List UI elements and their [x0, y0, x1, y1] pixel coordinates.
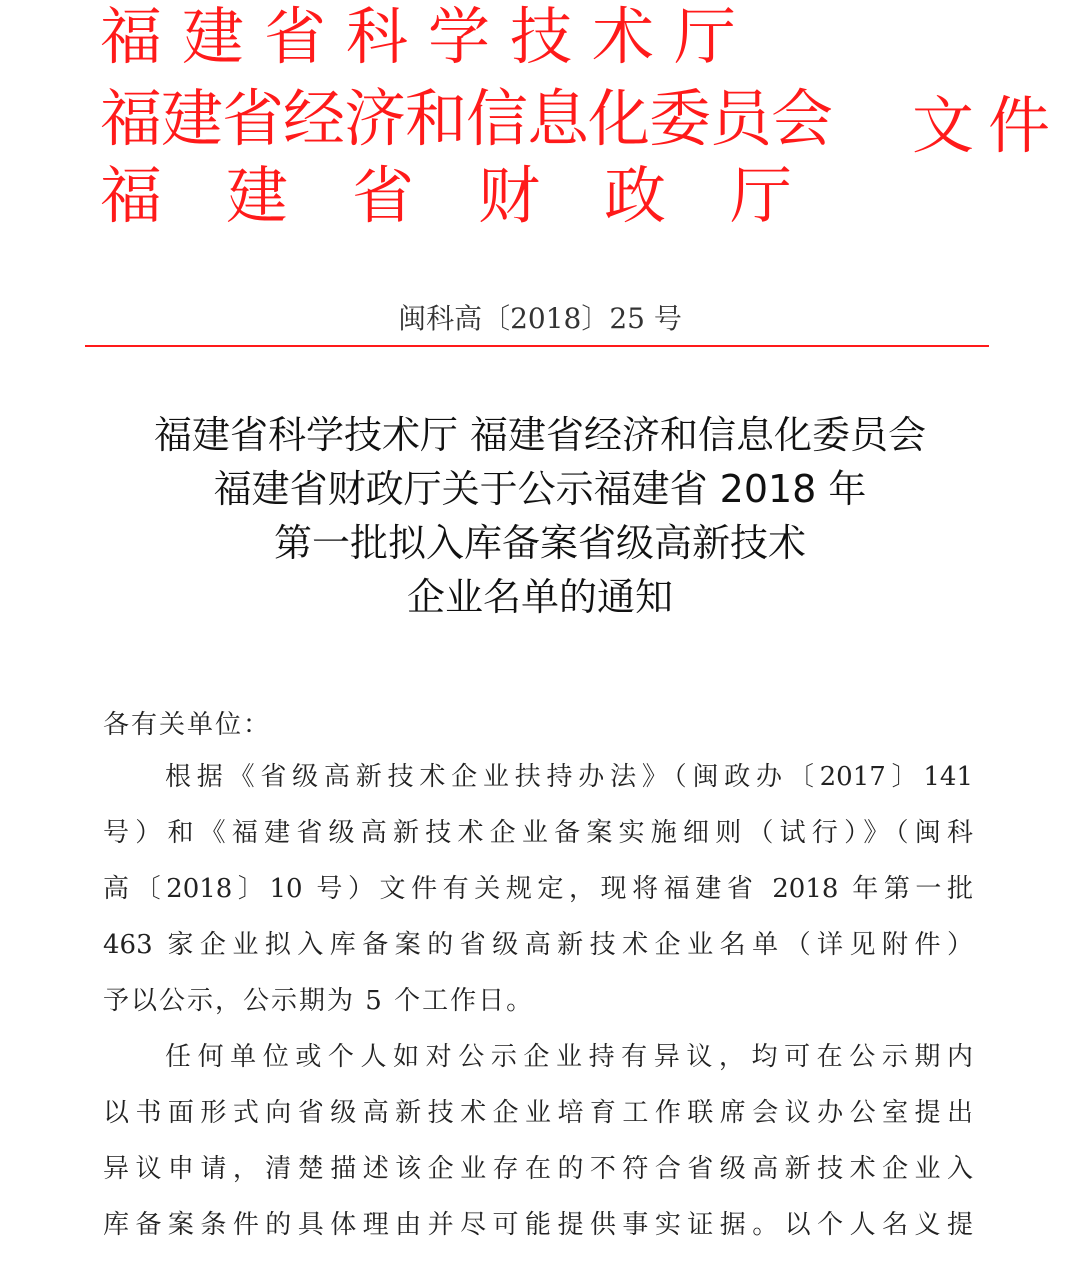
body-text-line: 根据《省级高新技术企业扶持办法》（闽政办〔2017〕141: [165, 762, 973, 792]
red-divider-rule: [85, 345, 989, 347]
issuer-name-economy-info-commission: 福建省经济和信息化委员会: [100, 82, 833, 155]
body-text-line: 予以公示，公示期为 5 个工作日。: [103, 986, 535, 1016]
title-line: 企业名单的通知: [406, 575, 673, 619]
title-line: 第一批拟入库备案省级高新技术: [273, 521, 806, 565]
body-text-line: 高〔2018〕10 号）文件有关规定，现将福建省 2018 年第一批: [103, 874, 973, 904]
document-type-word: 文件: [912, 89, 1065, 162]
title-line: 福建省财政厅关于公示福建省 2018 年: [213, 467, 867, 511]
body-text-line: 号）和《福建省级高新技术企业备案实施细则（试行）》（闽科: [103, 818, 973, 848]
issuer-name-finance-department: 福建省财政厅: [100, 159, 857, 232]
document-title: [0, 408, 1080, 624]
title-line: 福建省科学技术厅 福建省经济和信息化委员会: [153, 413, 927, 457]
salutation: 各有关单位：: [103, 710, 272, 740]
issuer-name-science-tech-department: 福建省科学技术厅: [100, 0, 757, 73]
body-text-line: 463 家企业拟入库备案的省级高新技术企业名单（详见附件）: [103, 930, 973, 960]
body-text-line: 库备案条件的具体理由并尽可能提供事实证据。以个人名义提: [103, 1210, 973, 1240]
body-text-line: 以书面形式向省级高新技术企业培育工作联席会议办公室提出: [103, 1098, 973, 1128]
document-number: 闽科高〔2018〕25 号: [398, 302, 682, 335]
body-text-line: 异议申请，清楚描述该企业存在的不符合省级高新技术企业入: [103, 1154, 973, 1184]
body-text-line: 任何单位或个人如对公示企业持有异议，均可在公示期内: [165, 1042, 973, 1072]
